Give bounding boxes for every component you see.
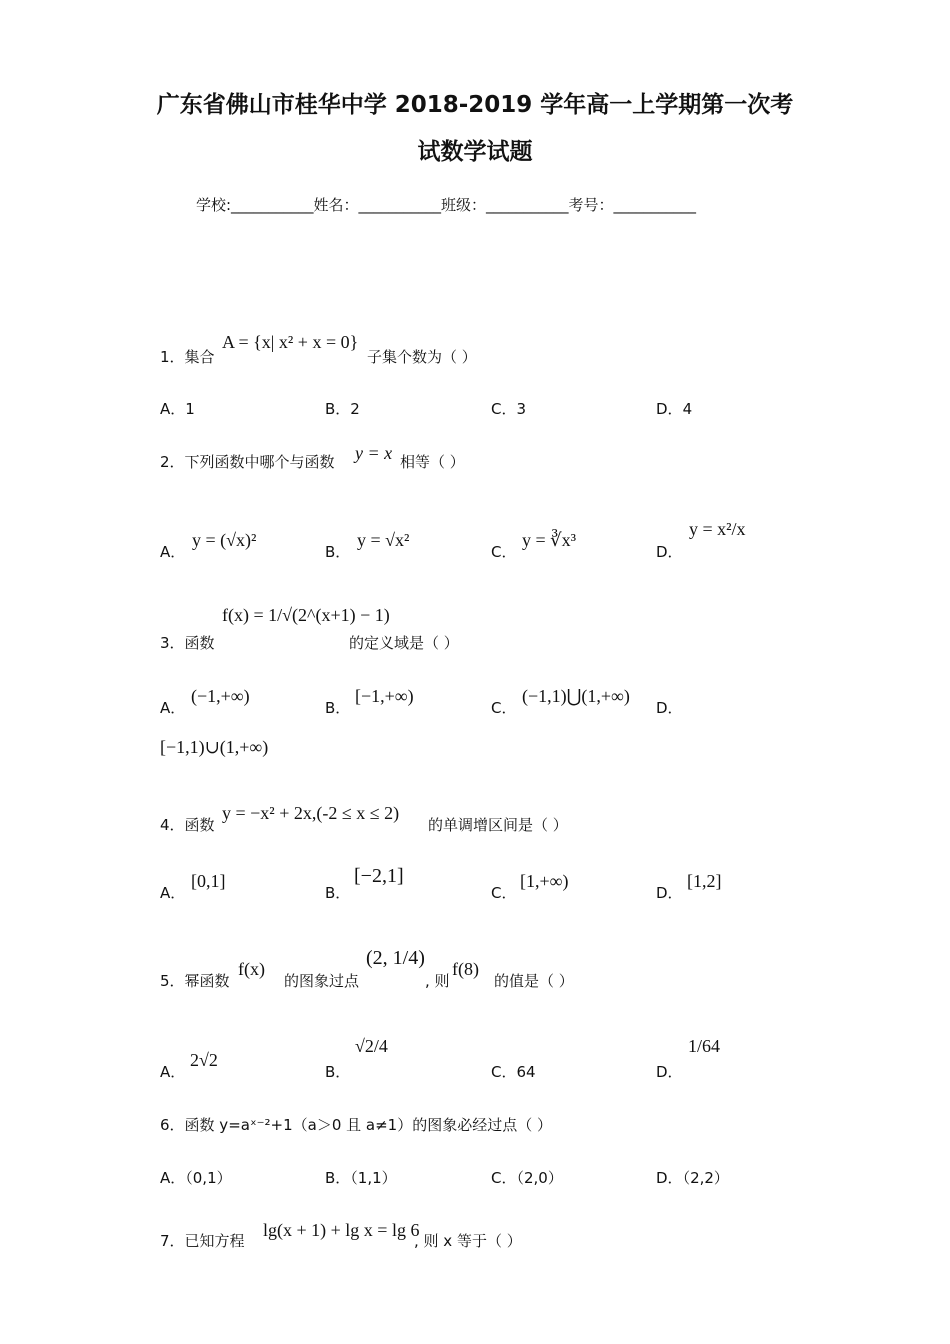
question-7-prefix: 7．已知方程 [160,1232,245,1250]
q2-option-a-label: A． [160,543,186,561]
question-3-prefix: 3．函数 [160,634,215,652]
question-7-suffix: , 则 x 等于（ ） [414,1232,522,1250]
q2-option-b-formula: y = √x² [357,530,410,550]
q3-option-b-formula: [−1,+∞) [355,686,414,706]
q2-option-b-label: B． [325,543,351,561]
q5-option-a-label: A． [160,1063,186,1081]
question-1-prefix: 1．集合 [160,348,215,366]
question-4-prefix: 4．函数 [160,816,215,834]
q3-option-a-label: A． [160,699,186,717]
q5-option-c: C．64 [491,1063,536,1081]
question-7-formula: lg(x + 1) + lg x = lg 6 [263,1220,420,1240]
q4-option-b-formula: [−2,1] [354,865,404,887]
q5-option-d-label: D． [656,1063,683,1081]
q2-option-a-formula: y = (√x)² [192,530,257,550]
q3-option-a-formula: (−1,+∞) [191,686,250,706]
q4-option-a-label: A． [160,884,186,902]
question-2-formula: y = x [355,443,393,463]
q1-option-a: A．1 [160,400,195,418]
question-5-function: f(x) [238,959,265,979]
q6-option-a: A．（0,1） [160,1169,232,1187]
question-5-suffix: 的值是（ ） [494,972,574,990]
q2-option-c-label: C． [491,543,517,561]
q2-option-d-formula: y = x²/x [689,519,746,539]
q4-option-d-label: D． [656,884,683,902]
q3-option-d-label: D． [656,699,683,717]
question-5-value-expr: f(8) [452,959,479,979]
q4-option-c-label: C． [491,884,517,902]
q4-option-b-label: B． [325,884,351,902]
question-3-formula: f(x) = 1/√(2^(x+1) − 1) [222,605,390,625]
q4-option-a-formula: [0,1] [191,871,226,891]
question-4-suffix: 的单调增区间是（ ） [428,816,568,834]
q2-option-c-formula: y = ∛x³ [522,530,577,550]
title-line-2: 试数学试题 [417,139,533,165]
question-5-prefix: 5．幂函数 [160,972,230,990]
q3-option-b-label: B． [325,699,351,717]
q2-option-d-label: D． [656,543,683,561]
question-5-middle: 的图象过点 [284,972,360,990]
q5-option-d-formula: 1/64 [688,1036,721,1056]
q3-option-c-formula: (−1,1)⋃(1,+∞) [522,686,630,706]
q1-option-c: C．3 [491,400,527,418]
question-4-formula: y = −x² + 2x,(-2 ≤ x ≤ 2) [222,803,400,823]
question-1-formula: A = {x| x² + x = 0} [222,332,359,352]
q5-option-a-formula: 2√2 [190,1050,218,1070]
question-1-suffix: 子集个数为（ ） [367,348,477,366]
student-info-line: 学校:___________姓名：___________班级：___________考号：___________ [196,196,697,214]
title-line-1: 广东省佛山市桂华中学 2018-2019 学年高一上学期第一次考 [156,92,794,118]
question-5-middle2: , 则 [425,972,450,990]
q6-option-c: C．（2,0） [491,1169,563,1187]
q6-option-d: D．（2,2） [656,1169,729,1187]
q3-option-c-label: C． [491,699,517,717]
question-6-text: 6．函数 y=aˣ⁻²+1（a＞0 且 a≠1）的图象必经过点（ ） [160,1116,552,1134]
q4-option-c-formula: [1,+∞) [520,871,569,891]
q1-option-b: B．2 [325,400,360,418]
question-2-prefix: 2．下列函数中哪个与函数 [160,453,335,471]
q6-option-b: B．（1,1） [325,1169,397,1187]
q5-option-b-formula: √2/4 [355,1036,388,1056]
question-2-suffix: 相等（ ） [400,453,465,471]
q5-option-b-label: B． [325,1063,351,1081]
q4-option-d-formula: [1,2] [687,871,722,891]
q1-option-d: D．4 [656,400,693,418]
q3-option-d-formula: [−1,1)∪(1,+∞) [160,737,269,757]
question-5-point: (2, 1/4) [366,947,425,969]
question-3-suffix: 的定义域是（ ） [349,634,459,652]
